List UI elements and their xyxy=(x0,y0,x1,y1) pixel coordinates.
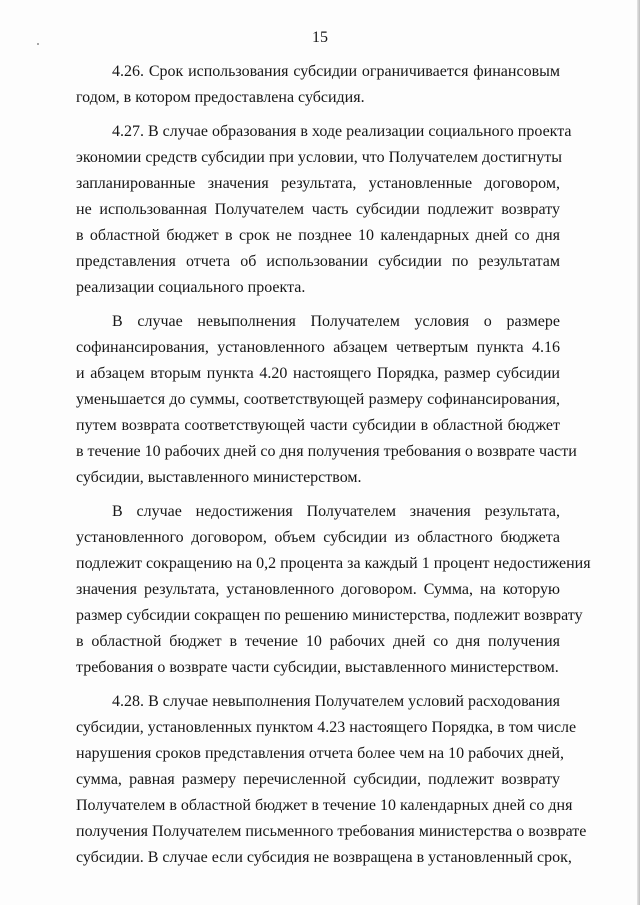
text-line-p4-27-2: экономии средств субсидии при условии, что Получателем достигнуты xyxy=(76,149,563,166)
text-line-cofinancing-3: и абзацем вторым пункта 4.20 настоящего Порядка, размер субсидии xyxy=(76,365,560,382)
text-line-p4-28-1: 4.28. В случае невыполнения Получателем условий расходования xyxy=(112,693,560,710)
text-line-cofinancing-6: в течение 10 рабочих дней со дня получения требования о возврате части xyxy=(76,443,577,460)
text-line-result-6: в областной бюджет в течение 10 рабочих дней со дня получения xyxy=(76,633,560,650)
text-line-cofinancing-5: путем возврата соответствующей части субсидии в областной бюджет xyxy=(76,417,560,434)
text-line-result-5: размер субсидии сокращен по решению министерства, подлежит возврату xyxy=(76,607,583,624)
text-line-p4-27-5: в областной бюджет в срок не позднее 10 календарных дней со дня xyxy=(76,227,560,244)
text-line-p4-27-3: запланированные значения результата, установленные договором, xyxy=(76,175,560,192)
text-line-p4-27-4: не использованная Получателем часть субсидии подлежит возврату xyxy=(76,201,560,218)
text-line-cofinancing-4: уменьшается до суммы, соответствующей размеру софинансирования, xyxy=(76,391,560,408)
text-line-p4-27-7: реализации социального проекта. xyxy=(76,279,306,296)
text-line-result-1: В случае недостижения Получателем значения результата, xyxy=(112,503,560,520)
text-line-p4-28-5: Получателем в областной бюджет в течение 10 календарных дней со дня xyxy=(76,797,573,814)
text-line-p4-26-2: годом, в котором предоставлена субсидия. xyxy=(76,89,365,106)
text-line-result-3: подлежит сокращению на 0,2 процента за каждый 1 процент недостижения xyxy=(76,555,591,572)
text-line-result-2: установленного договором, объем субсидии из областного бюджета xyxy=(76,529,560,546)
text-line-p4-27-1: 4.27. В случае образования в ходе реализации социального проекта xyxy=(112,123,572,140)
text-line-cofinancing-7: субсидии, выставленного министерством. xyxy=(76,469,362,486)
text-line-result-7: требования о возврате части субсидии, выставленного министерством. xyxy=(76,659,559,676)
text-line-result-4: значения результата, установленного договором. Сумма, на которую xyxy=(76,581,560,598)
document-body xyxy=(76,59,591,871)
text-line-p4-27-6: представления отчета об использовании субсидии по результатам xyxy=(76,253,560,270)
text-line-p4-28-6: получения Получателем письменного требования министерства о возврате xyxy=(76,823,587,840)
text-line-p4-28-7: субсидии. В случае если субсидия не возвращена в установленный срок, xyxy=(76,849,572,866)
page-number: 15 xyxy=(312,29,328,46)
text-line-p4-28-3: нарушения сроков представления отчета более чем на 10 рабочих дней, xyxy=(76,745,564,762)
text-line-p4-28-2: субсидии, установленных пунктом 4.23 настоящего Порядка, в том числе xyxy=(76,719,577,736)
text-line-p4-26-1: 4.26. Срок использования субсидии ограничивается финансовым xyxy=(112,63,560,80)
text-line-p4-28-4: сумма, равная размеру перечисленной субсидии, подлежит возврату xyxy=(76,771,560,788)
text-line-cofinancing-1: В случае невыполнения Получателем условия о размере xyxy=(112,313,560,330)
text-line-cofinancing-2: софинансирования, установленного абзацем четвертым пункта 4.16 xyxy=(76,339,560,356)
